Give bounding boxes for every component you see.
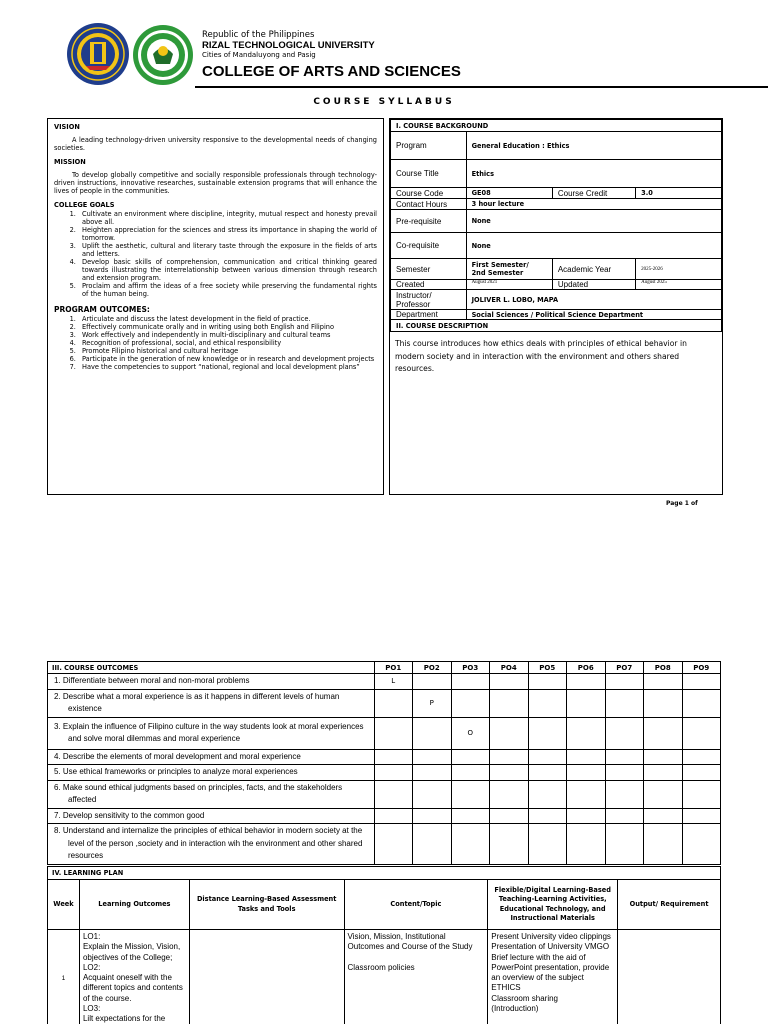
po-mark-cell (644, 780, 683, 808)
po-mark-cell (567, 749, 606, 765)
po-mark-cell (451, 674, 490, 690)
po-mark-cell (374, 780, 413, 808)
po-header: PO6 (567, 662, 606, 674)
semester-line-1: First Semester/ (471, 261, 529, 269)
course-outcome-number: 6. (54, 782, 63, 792)
list-item: 3. Work effectively and independently in multi-disciplinary and cultural teams (78, 331, 377, 339)
po-header: PO2 (413, 662, 452, 674)
table-row (48, 808, 721, 824)
po-mark-cell (644, 717, 683, 749)
course-title-value: Ethics (466, 160, 721, 188)
cell-line: Brief lecture with the aid of PowerPoint presentation, provide an overview of the subject ETHICS (491, 952, 610, 993)
course-outcome-number: 2. (54, 691, 63, 701)
po-mark-cell (490, 765, 529, 781)
week-cell: 1 (48, 930, 80, 1024)
document-title: COURSE SYLLABUS (313, 97, 455, 107)
semester-value (466, 259, 552, 280)
cell-line: (Introduction) (491, 1004, 539, 1014)
po-header: PO9 (682, 662, 721, 674)
po-mark-cell (374, 824, 413, 865)
po-mark-cell (567, 808, 606, 824)
course-code-value: GE08 (466, 188, 552, 199)
po-mark-cell (682, 689, 721, 717)
po-mark-cell (644, 674, 683, 690)
cell-line (348, 953, 485, 963)
program-outcomes-list (78, 315, 377, 371)
course-credit-label: Course Credit (552, 188, 635, 199)
po-mark-cell (528, 749, 567, 765)
instructor-label (391, 290, 467, 310)
po-mark-cell (644, 824, 683, 865)
po-mark-cell (682, 824, 721, 865)
po-mark-cell (605, 674, 644, 690)
column-header-activities: Flexible/Digital Learning-Based Teaching-Learning Activities, Educational Technology, and Instructional Materials (488, 880, 618, 930)
table-row (48, 749, 721, 765)
semester-line-2: 2nd Semester (471, 269, 524, 277)
cell-line: Classroom sharing (491, 993, 558, 1003)
po-mark-cell (528, 765, 567, 781)
semester-label: Semester (391, 259, 467, 280)
course-outcomes-heading: III. COURSE OUTCOMES (48, 662, 375, 674)
list-item: 6. Participate in the generation of new knowledge or in research and development projects (78, 355, 377, 363)
cell-line: Vision, Mission, Institutional Outcomes and Course of the Study (347, 932, 473, 952)
po-mark-cell (451, 749, 490, 765)
cell-line: Lilt expectations for the (82, 1014, 166, 1024)
course-outcome-text: 5. Use ethical frameworks or principles to analyze moral experiences (48, 765, 375, 781)
po-header: PO7 (605, 662, 644, 674)
republic-text: Republic of the Philippines (202, 30, 315, 40)
list-item: 2. Heighten appreciation for the sciences and stress its importance in shaping the world of tomorrow. (78, 226, 377, 242)
table-row (48, 689, 721, 717)
learning-outcomes-cell (79, 930, 189, 1024)
po-mark-cell (605, 689, 644, 717)
po-mark-cell (413, 717, 452, 749)
contact-hours-label: Contact Hours (391, 199, 467, 210)
po-mark-cell (528, 717, 567, 749)
prerequisite-label: Pre-requisite (391, 210, 467, 233)
vision-heading: VISION (54, 123, 80, 131)
cell-line: Classroom policies (347, 962, 415, 972)
course-outcome-text: 7. Develop sensitivity to the common good (48, 808, 375, 824)
po-mark-cell (413, 749, 452, 765)
column-header-assessment: Distance Learning-Based Assessment Tasks and Tools (189, 880, 344, 930)
program-label: Program (391, 132, 467, 160)
po-header: PO1 (374, 662, 413, 674)
department-value: Social Sciences / Political Science Department (466, 310, 721, 320)
output-cell (618, 930, 721, 1024)
po-mark-cell (413, 765, 452, 781)
po-mark-cell (682, 717, 721, 749)
table-row (48, 780, 721, 808)
cell-line: LO1: (82, 932, 101, 941)
column-header-content: Content/Topic (344, 880, 488, 930)
table-row (48, 717, 721, 749)
po-mark-cell (567, 674, 606, 690)
po-mark-cell (567, 689, 606, 717)
po-mark-cell (490, 824, 529, 865)
po-mark-cell (413, 808, 452, 824)
po-mark-cell (528, 808, 567, 824)
learning-plan-heading: IV. LEARNING PLAN (48, 867, 721, 880)
po-mark-cell (528, 824, 567, 865)
po-mark-cell (374, 765, 413, 781)
po-mark-cell (605, 824, 644, 865)
cell-line: Presentation of University VMGO (491, 942, 610, 952)
prerequisite-value: None (466, 210, 721, 233)
instructor-label-line-2: Professor (396, 299, 431, 309)
course-background-panel (389, 118, 723, 495)
list-item: 4. Recognition of professional, social, and ethical responsibility (78, 339, 377, 347)
po-mark-cell (490, 689, 529, 717)
course-outcome-text: 1. Differentiate between moral and non-moral problems (48, 674, 375, 690)
college-name: COLLEGE OF ARTS AND SCIENCES (202, 63, 461, 80)
po-mark-cell (682, 749, 721, 765)
created-label: Created (391, 280, 467, 290)
cell-line: LO2: (82, 962, 101, 972)
po-mark-cell (413, 824, 452, 865)
instructor-value: JOLIVER L. LOBO, MAPA (466, 290, 721, 310)
vision-mission-panel (47, 118, 384, 495)
po-mark-cell (605, 749, 644, 765)
po-mark-cell (490, 780, 529, 808)
list-item: 4. Develop basic skills of comprehension, communication and critical thinking geared towards illustrating the interrelationship between various dimension through research and extension program. (78, 258, 377, 282)
created-value: August 2021 (466, 280, 552, 290)
updated-value: August 2025 (636, 280, 722, 290)
program-value: General Education : Ethics (466, 132, 721, 160)
academic-year-value: 2025-2026 (636, 259, 722, 280)
po-mark-cell (644, 808, 683, 824)
po-mark-cell (490, 717, 529, 749)
course-outcome-text: 6. Make sound ethical judgments based on principles, facts, and the stakeholders affected (48, 780, 375, 808)
po-mark-cell (605, 765, 644, 781)
list-item: 2. Effectively communicate orally and in writing using both English and Filipino (78, 323, 377, 331)
po-mark-cell (451, 824, 490, 865)
header-rule (195, 86, 768, 88)
course-code-label: Course Code (391, 188, 467, 199)
course-outcomes-body (48, 674, 721, 865)
cities-text: Cities of Mandaluyong and Pasig (202, 51, 316, 59)
po-mark-cell (451, 780, 490, 808)
column-header-week: Week (48, 880, 80, 930)
list-item: 3. Uplift the aesthetic, cultural and literary taste through the exposure in the fields of arts and letters. (78, 242, 377, 258)
cell-line: Acquaint oneself with the different topics and contents of the course. (82, 973, 183, 1003)
po-mark-cell: L (374, 674, 413, 690)
po-mark-cell (682, 674, 721, 690)
po-mark-cell (374, 749, 413, 765)
list-item: 5. Proclaim and affirm the ideas of a free society while preserving the fundamental rights of the human being. (78, 282, 377, 298)
university-name: RIZAL TECHNOLOGICAL UNIVERSITY (202, 40, 375, 51)
column-header-learning-outcomes: Learning Outcomes (79, 880, 189, 930)
course-outcome-number: 1. (54, 676, 63, 685)
college-goals-list (78, 210, 377, 298)
rtu-seal-logo (66, 22, 130, 86)
program-outcomes-heading: PROGRAM OUTCOMES: (54, 305, 150, 314)
cell-line: Present University video clippings (491, 932, 611, 941)
po-mark-cell (644, 765, 683, 781)
course-title-label: Course Title (391, 160, 467, 188)
po-mark-cell (374, 808, 413, 824)
college-seal-logo (132, 24, 194, 86)
course-outcome-number: 4. (54, 751, 63, 761)
course-outcome-text: 4. Describe the elements of moral development and moral experience (48, 749, 375, 765)
po-mark-cell (682, 780, 721, 808)
po-header: PO8 (644, 662, 683, 674)
po-mark-cell (374, 717, 413, 749)
academic-year-label: Academic Year (552, 259, 635, 280)
college-goals-heading: COLLEGE GOALS (54, 201, 115, 209)
course-outcome-number: 3. (54, 721, 63, 731)
updated-label: Updated (552, 280, 635, 290)
course-outcome-number: 7. (54, 810, 63, 820)
po-header: PO5 (528, 662, 567, 674)
course-background-table (390, 119, 722, 332)
list-item: 7. Have the competencies to support “national, regional and local development plans” (78, 363, 377, 371)
po-mark-cell (374, 689, 413, 717)
po-mark-cell (528, 674, 567, 690)
po-mark-cell: P (413, 689, 452, 717)
cell-line: Explain the Mission, Vision, objectives of the College; (82, 942, 181, 962)
po-mark-cell (451, 808, 490, 824)
table-row (48, 674, 721, 690)
assessment-cell (189, 930, 344, 1024)
po-mark-cell (528, 780, 567, 808)
po-header: PO3 (451, 662, 490, 674)
course-description-text: This course introduces how ethics deals with principles of ethical behavior in modern society and in interaction with the environment and others shared resources. (395, 339, 687, 373)
po-mark-cell (567, 765, 606, 781)
instructor-label-line-1: Instructor/ (396, 290, 432, 300)
corequisite-value: None (466, 233, 721, 259)
list-item: 5. Promote Filipino historical and cultural heritage (78, 347, 377, 355)
course-description-heading: II. COURSE DESCRIPTION (391, 320, 722, 332)
contact-hours-value: 3 hour lecture (466, 199, 721, 210)
po-mark-cell (490, 674, 529, 690)
course-credit-value: 3.0 (636, 188, 722, 199)
po-mark-cell (605, 808, 644, 824)
po-mark-cell (490, 808, 529, 824)
activities-cell (488, 930, 618, 1024)
table-row (48, 930, 721, 1024)
po-mark-cell: O (451, 717, 490, 749)
po-mark-cell (567, 824, 606, 865)
po-mark-cell (490, 749, 529, 765)
po-mark-cell (644, 689, 683, 717)
table-row (48, 765, 721, 781)
po-mark-cell (682, 765, 721, 781)
list-item: 1. Articulate and discuss the latest development in the field of practice. (78, 315, 377, 323)
course-outcome-number: 8. (54, 826, 63, 835)
content-cell (344, 930, 488, 1024)
course-outcome-text: 2. Describe what a moral experience is as it happens in different levels of human existence (48, 689, 375, 717)
course-background-heading: I. COURSE BACKGROUND (391, 120, 722, 132)
mission-text: To develop globally competitive and socially responsible professionals through technology-driven instructions, innovative researches, sustainable extension programs that will enhance the lives of people in the communities. (54, 171, 377, 195)
page-number: Page 1 of (666, 500, 698, 507)
vision-text: A leading technology-driven university responsive to the developmental needs of changing societies. (54, 136, 377, 152)
learning-plan-table (47, 866, 721, 1024)
course-outcome-text: 3. Explain the influence of Filipino culture in the way students look at moral experiences and solve moral dilemmas and moral experience (48, 717, 375, 749)
po-mark-cell (605, 717, 644, 749)
list-item: 1. Cultivate an environment where discipline, integrity, mutual respect and honesty prevail above all. (78, 210, 377, 226)
po-mark-cell (644, 749, 683, 765)
column-header-output: Output/ Requirement (618, 880, 721, 930)
po-mark-cell (413, 674, 452, 690)
corequisite-label: Co-requisite (391, 233, 467, 259)
po-mark-cell (451, 689, 490, 717)
po-mark-cell (567, 717, 606, 749)
po-mark-cell (451, 765, 490, 781)
po-mark-cell (528, 689, 567, 717)
po-header: PO4 (490, 662, 529, 674)
po-mark-cell (413, 780, 452, 808)
course-outcomes-table (47, 661, 721, 865)
header-text (202, 30, 461, 82)
table-row (48, 824, 721, 865)
course-outcome-text: 8. Understand and internalize the principles of ethical behavior in modern society at the level of the person ,society and in interaction wih the environment and other shared resources (48, 824, 375, 865)
mission-heading: MISSION (54, 158, 86, 166)
po-mark-cell (605, 780, 644, 808)
course-outcome-number: 5. (54, 767, 63, 776)
department-label: Department (391, 310, 467, 320)
po-mark-cell (567, 780, 606, 808)
po-mark-cell (682, 808, 721, 824)
cell-line: LO3: (82, 1004, 101, 1014)
